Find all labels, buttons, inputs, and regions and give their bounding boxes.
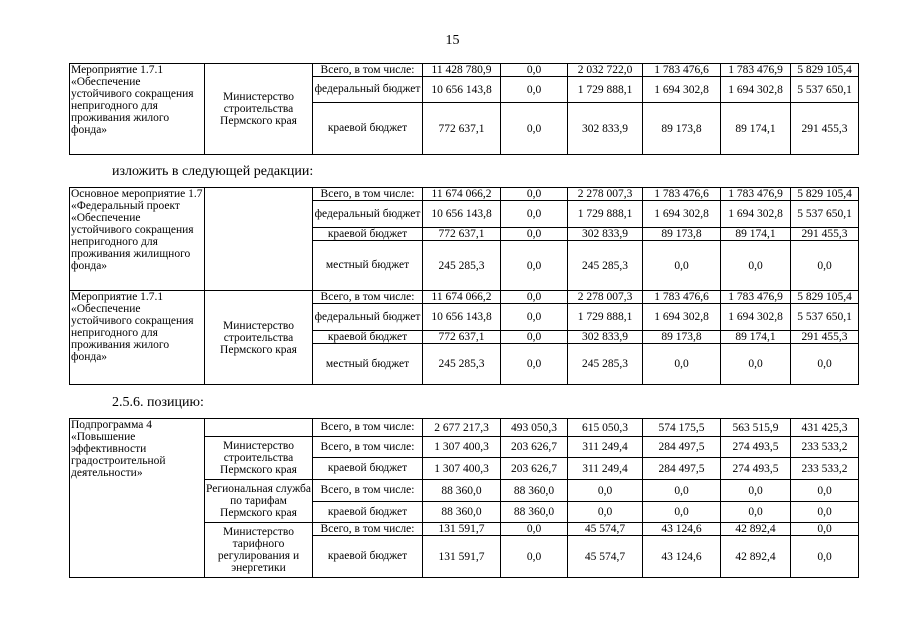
funding-source: краевой бюджет xyxy=(313,331,423,344)
value-cell: 0,0 xyxy=(721,502,791,523)
value-cell: 1 307 400,3 xyxy=(423,437,501,458)
value-cell: 11 428 780,9 xyxy=(423,64,501,77)
value-cell: 1 783 476,6 xyxy=(643,188,721,201)
value-cell: 0,0 xyxy=(501,77,568,103)
value-cell: 0,0 xyxy=(791,502,859,523)
value-cell: 233 533,2 xyxy=(791,458,859,480)
value-cell: 274 493,5 xyxy=(721,458,791,480)
value-cell: 0,0 xyxy=(501,304,568,331)
value-cell: 203 626,7 xyxy=(501,437,568,458)
value-cell: 10 656 143,8 xyxy=(423,304,501,331)
value-cell: 1 783 476,6 xyxy=(643,64,721,77)
value-cell: 1 694 302,8 xyxy=(643,77,721,103)
value-cell: 0,0 xyxy=(721,241,791,291)
instruction-text: изложить в следующей редакции: xyxy=(112,164,314,179)
value-cell: 5 537 650,1 xyxy=(791,77,859,103)
value-cell: 302 833,9 xyxy=(568,331,643,344)
value-cell: 0,0 xyxy=(501,228,568,241)
section-text: 2.5.6. позицию: xyxy=(112,395,204,410)
activity-name: Мероприятие 1.7.1 «Обеспечение устойчивого сокращения непригодного для проживания жилого фонда» xyxy=(70,64,205,155)
value-cell: 89 174,1 xyxy=(721,331,791,344)
value-cell: 89 174,1 xyxy=(721,228,791,241)
value-cell: 0,0 xyxy=(501,64,568,77)
executor: Министерство строительства Пермского края xyxy=(205,437,313,480)
value-cell: 563 515,9 xyxy=(721,419,791,437)
value-cell: 0,0 xyxy=(791,523,859,536)
value-cell: 1 307 400,3 xyxy=(423,458,501,480)
value-cell: 5 829 105,4 xyxy=(791,291,859,304)
value-cell: 1 729 888,1 xyxy=(568,304,643,331)
table-subprogram xyxy=(69,418,859,578)
value-cell: 42 892,4 xyxy=(721,536,791,578)
value-cell: 233 533,2 xyxy=(791,437,859,458)
value-cell: 0,0 xyxy=(643,502,721,523)
funding-source: местный бюджет xyxy=(313,241,423,291)
funding-source: Всего, в том числе: xyxy=(313,291,423,304)
funding-source: краевой бюджет xyxy=(313,103,423,155)
funding-source: Всего, в том числе: xyxy=(313,64,423,77)
value-cell: 11 674 066,2 xyxy=(423,188,501,201)
value-cell: 1 783 476,9 xyxy=(721,291,791,304)
value-cell: 0,0 xyxy=(791,536,859,578)
value-cell: 772 637,1 xyxy=(423,228,501,241)
value-cell: 203 626,7 xyxy=(501,458,568,480)
funding-source: Всего, в том числе: xyxy=(313,523,423,536)
value-cell: 0,0 xyxy=(643,241,721,291)
value-cell: 574 175,5 xyxy=(643,419,721,437)
value-cell: 1 783 476,6 xyxy=(643,291,721,304)
value-cell: 772 637,1 xyxy=(423,331,501,344)
value-cell: 5 537 650,1 xyxy=(791,304,859,331)
funding-source: краевой бюджет xyxy=(313,536,423,578)
value-cell: 291 455,3 xyxy=(791,103,859,155)
value-cell: 0,0 xyxy=(501,201,568,228)
value-cell: 284 497,5 xyxy=(643,437,721,458)
value-cell: 0,0 xyxy=(568,480,643,502)
funding-source: Всего, в том числе: xyxy=(313,480,423,502)
main-activity-name: Основное мероприятие 1.7 «Федеральный проект «Обеспечение устойчивого сокращения непригодного для проживания жилищного фонда» xyxy=(70,188,205,291)
value-cell: 10 656 143,8 xyxy=(423,201,501,228)
value-cell: 88 360,0 xyxy=(423,480,501,502)
funding-source: Всего, в том числе: xyxy=(313,437,423,458)
executor: Региональная служба по тарифам Пермского края xyxy=(205,480,313,523)
value-cell: 0,0 xyxy=(568,502,643,523)
funding-source: Всего, в том числе: xyxy=(313,188,423,201)
table-old-version xyxy=(69,63,859,155)
value-cell: 1 694 302,8 xyxy=(721,304,791,331)
executor-empty xyxy=(205,188,313,291)
value-cell: 311 249,4 xyxy=(568,458,643,480)
value-cell: 245 285,3 xyxy=(568,344,643,385)
value-cell: 615 050,3 xyxy=(568,419,643,437)
funding-source: федеральный бюджет xyxy=(313,304,423,331)
value-cell: 88 360,0 xyxy=(501,480,568,502)
value-cell: 2 032 722,0 xyxy=(568,64,643,77)
value-cell: 89 173,8 xyxy=(643,331,721,344)
value-cell: 131 591,7 xyxy=(423,523,501,536)
value-cell: 88 360,0 xyxy=(501,502,568,523)
executor: Министерство тарифного регулирования и энергетики xyxy=(205,523,313,578)
value-cell: 1 694 302,8 xyxy=(721,201,791,228)
value-cell: 45 574,7 xyxy=(568,523,643,536)
value-cell: 1 694 302,8 xyxy=(643,304,721,331)
executor: Министерство строительства Пермского края xyxy=(205,64,313,155)
value-cell: 5 537 650,1 xyxy=(791,201,859,228)
funding-source: федеральный бюджет xyxy=(313,201,423,228)
value-cell: 43 124,6 xyxy=(643,536,721,578)
page-number: 15 xyxy=(445,33,460,48)
value-cell: 88 360,0 xyxy=(423,502,501,523)
value-cell: 0,0 xyxy=(501,344,568,385)
value-cell: 311 249,4 xyxy=(568,437,643,458)
value-cell: 1 783 476,9 xyxy=(721,64,791,77)
value-cell: 0,0 xyxy=(643,480,721,502)
value-cell: 1 694 302,8 xyxy=(643,201,721,228)
value-cell: 431 425,3 xyxy=(791,419,859,437)
funding-source: местный бюджет xyxy=(313,344,423,385)
value-cell: 0,0 xyxy=(643,344,721,385)
value-cell: 0,0 xyxy=(501,241,568,291)
value-cell: 302 833,9 xyxy=(568,228,643,241)
subprogram-name: Подпрограмма 4 «Повышение эффективности градостроительной деятельности» xyxy=(70,419,205,578)
funding-source: федеральный бюджет xyxy=(313,77,423,103)
value-cell: 0,0 xyxy=(501,331,568,344)
value-cell: 43 124,6 xyxy=(643,523,721,536)
value-cell: 274 493,5 xyxy=(721,437,791,458)
value-cell: 493 050,3 xyxy=(501,419,568,437)
funding-source: Всего, в том числе: xyxy=(313,419,423,437)
value-cell: 245 285,3 xyxy=(423,241,501,291)
funding-source: краевой бюджет xyxy=(313,502,423,523)
value-cell: 11 674 066,2 xyxy=(423,291,501,304)
value-cell: 0,0 xyxy=(721,344,791,385)
value-cell: 1 729 888,1 xyxy=(568,201,643,228)
value-cell: 284 497,5 xyxy=(643,458,721,480)
value-cell: 0,0 xyxy=(791,480,859,502)
table-new-version xyxy=(69,187,859,385)
value-cell: 0,0 xyxy=(501,536,568,578)
executor-empty xyxy=(205,419,313,437)
value-cell: 1 783 476,9 xyxy=(721,188,791,201)
value-cell: 772 637,1 xyxy=(423,103,501,155)
value-cell: 1 729 888,1 xyxy=(568,77,643,103)
value-cell: 2 278 007,3 xyxy=(568,188,643,201)
value-cell: 5 829 105,4 xyxy=(791,64,859,77)
value-cell: 291 455,3 xyxy=(791,331,859,344)
value-cell: 245 285,3 xyxy=(568,241,643,291)
value-cell: 245 285,3 xyxy=(423,344,501,385)
value-cell: 0,0 xyxy=(501,291,568,304)
value-cell: 0,0 xyxy=(791,241,859,291)
value-cell: 42 892,4 xyxy=(721,523,791,536)
value-cell: 0,0 xyxy=(501,188,568,201)
value-cell: 10 656 143,8 xyxy=(423,77,501,103)
value-cell: 0,0 xyxy=(721,480,791,502)
value-cell: 89 173,8 xyxy=(643,228,721,241)
executor: Министерство строительства Пермского края xyxy=(205,291,313,385)
value-cell: 5 829 105,4 xyxy=(791,188,859,201)
activity-name: Мероприятие 1.7.1 «Обеспечение устойчивого сокращения непригодного для проживания жилого фонда» xyxy=(70,291,205,385)
value-cell: 2 677 217,3 xyxy=(423,419,501,437)
value-cell: 1 694 302,8 xyxy=(721,77,791,103)
funding-source: краевой бюджет xyxy=(313,458,423,480)
value-cell: 131 591,7 xyxy=(423,536,501,578)
funding-source: краевой бюджет xyxy=(313,228,423,241)
value-cell: 302 833,9 xyxy=(568,103,643,155)
value-cell: 89 174,1 xyxy=(721,103,791,155)
value-cell: 0,0 xyxy=(501,523,568,536)
value-cell: 0,0 xyxy=(791,344,859,385)
value-cell: 89 173,8 xyxy=(643,103,721,155)
value-cell: 45 574,7 xyxy=(568,536,643,578)
value-cell: 2 278 007,3 xyxy=(568,291,643,304)
value-cell: 291 455,3 xyxy=(791,228,859,241)
value-cell: 0,0 xyxy=(501,103,568,155)
